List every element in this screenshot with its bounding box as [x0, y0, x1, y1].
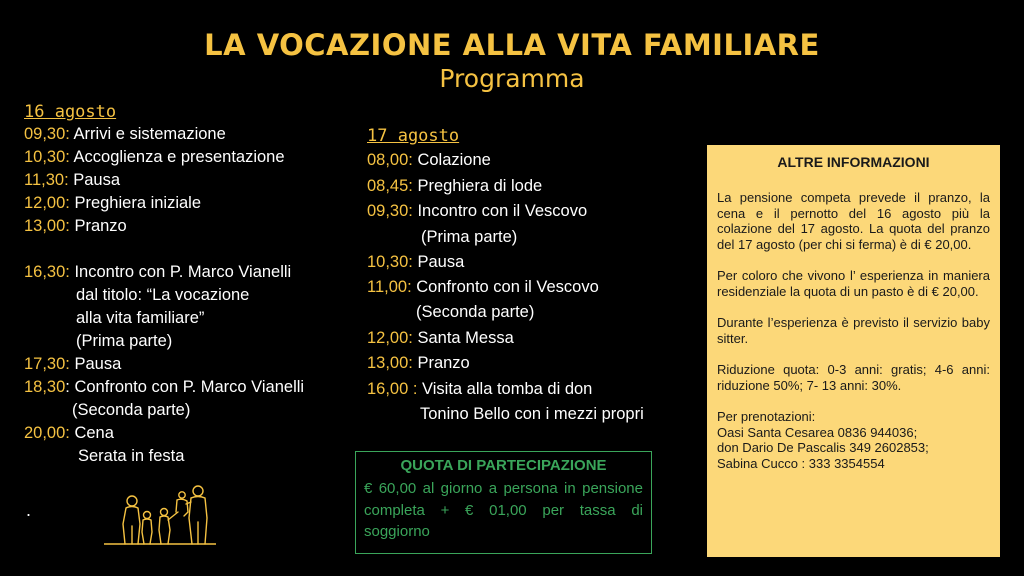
contact-line: don Dario De Pascalis 349 2602853; — [717, 440, 929, 455]
day1-row — [24, 217, 127, 236]
time-label: 09,30: — [24, 125, 70, 143]
time-label: 09,30: — [367, 202, 413, 220]
day1-heading: 16 agosto — [24, 102, 117, 122]
activity-continuation: dal titolo: “La vocazione — [76, 286, 250, 304]
activity-label: : Confronto con P. Marco Vianelli — [65, 378, 305, 396]
family-silhouette-icon — [104, 482, 216, 548]
day1-row — [24, 263, 291, 282]
day1-row — [24, 355, 121, 374]
activity-label: Incontro con il Vescovo — [412, 202, 588, 220]
time-label: 13,00: — [24, 217, 70, 235]
time-label: 16,30: — [24, 263, 70, 281]
time-label: 11,00: — [367, 278, 412, 296]
day2-row — [367, 329, 514, 348]
time-label: 08,00: — [367, 151, 413, 169]
day2-row — [367, 177, 542, 196]
quota-title: QUOTA DI PARTECIPAZIONE — [400, 457, 607, 474]
page-title: LA VOCAZIONE ALLA VITA FAMILIARE — [204, 28, 820, 62]
quota-text: € 60,00 al giorno a persona in pensione completa + € 01,00 per tassa di soggiorno — [364, 480, 643, 540]
day1-row — [24, 125, 226, 144]
info-paragraph: La pensione competa prevede il pranzo, la cena e il pernotto del 16 agosto più la colazione del 17 agosto. La quota del pranzo del 17 agosto (per chi si ferma) è di € 20,00. — [717, 190, 990, 252]
activity-continuation: Serata in festa — [78, 447, 185, 465]
day2-row — [367, 380, 592, 399]
info-paragraph: Per coloro che vivono l’ esperienza in maniera residenziale la quota di un pasto è di € 20,00. — [717, 268, 990, 299]
day1-row — [24, 171, 120, 190]
time-label: 10,30: — [367, 253, 413, 271]
time-label: 11,30: — [24, 171, 69, 189]
time-label: 20,00: — [24, 424, 70, 442]
time-label: 17,30: — [24, 355, 70, 373]
activity-continuation: alla vita familiare” — [76, 309, 205, 327]
activity-continuation: (Seconda parte) — [416, 303, 535, 321]
activity-continuation: (Prima parte) — [421, 228, 518, 246]
time-label: 08,45: — [367, 177, 413, 195]
activity-label: Incontro con P. Marco Vianelli — [69, 263, 292, 281]
day1-row — [24, 194, 201, 213]
booking-label: Per prenotazioni: — [717, 409, 816, 424]
activity-continuation: (Prima parte) — [76, 332, 173, 350]
activity-label: Preghiera iniziale — [69, 194, 202, 212]
booking-contacts — [717, 409, 990, 471]
activity-label: Santa Messa — [412, 329, 514, 347]
time-label: 12,00: — [367, 329, 413, 347]
time-label: 18,30 — [24, 378, 66, 396]
contact-line: Oasi Santa Cesarea 0836 944036; — [717, 424, 918, 440]
activity-label: Pausa — [412, 253, 465, 271]
info-paragraph: Riduzione quota: 0-3 anni: gratis; 4-6 anni: riduzione 50%; 7- 13 anni: 30%. — [717, 362, 990, 393]
day2-heading: 17 agosto — [367, 126, 460, 146]
activity-label: Accoglienza e presentazione — [69, 148, 285, 166]
activity-label: Visita alla tomba di don — [417, 380, 593, 398]
activity-label: Colazione — [412, 151, 491, 169]
activity-label: Confronto con il Vescovo — [411, 278, 599, 296]
time-label: 16,00 : — [367, 380, 418, 398]
info-paragraph: Durante l’esperienza è previsto il servizio baby sitter. — [717, 315, 990, 346]
time-label: 10,30: — [24, 148, 70, 166]
time-label: 13,00: — [367, 354, 413, 372]
activity-label: Cena — [69, 424, 114, 442]
day2-row — [367, 151, 491, 170]
day2-row — [367, 202, 587, 221]
activity-label: Preghiera di lode — [412, 177, 543, 195]
activity-label: Arrivi e sistemazione — [69, 125, 226, 143]
activity-label: Pranzo — [412, 354, 470, 372]
day2-row — [367, 278, 599, 297]
activity-label: Pausa — [68, 171, 121, 189]
day2-row — [367, 354, 470, 373]
activity-label: Pausa — [69, 355, 122, 373]
quota-box — [355, 451, 652, 554]
day1-row — [24, 424, 114, 443]
day2-row — [367, 253, 464, 272]
info-title: ALTRE INFORMAZIONI — [777, 154, 930, 170]
page-subtitle: Programma — [439, 64, 585, 93]
contact-line: Sabina Cucco : 333 3354554 — [717, 455, 885, 471]
activity-label: Pranzo — [69, 217, 127, 235]
day1-row — [24, 378, 304, 397]
activity-continuation: Tonino Bello con i mezzi propri — [420, 405, 644, 423]
day1-row — [24, 148, 285, 167]
bullet-dot: . — [26, 500, 32, 520]
time-label: 12,00: — [24, 194, 70, 212]
info-box — [707, 145, 1000, 557]
activity-continuation: (Seconda parte) — [72, 401, 191, 419]
